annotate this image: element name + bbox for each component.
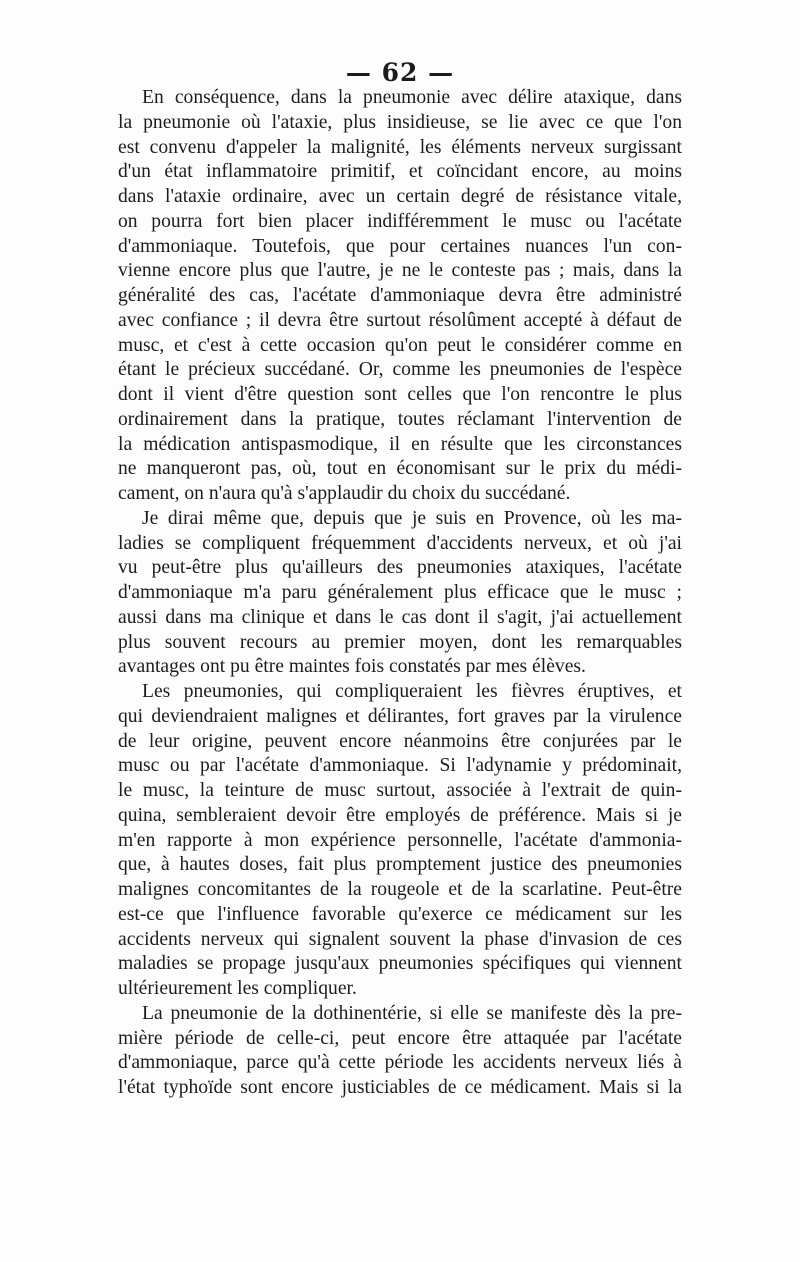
text-line: est-ce que l'influence favorable qu'exerce ce médicament sur les [118, 903, 682, 925]
text-line: musc ou par l'acétate d'ammoniaque. Si l'adynamie y prédominait, [118, 755, 682, 777]
paragraph [118, 1002, 682, 1101]
text-line: avantages ont pu être maintes fois constatés par mes élèves. [118, 656, 586, 678]
paragraph [118, 680, 682, 1002]
text-line: d'un état inflammatoire primitif, et coïncidant encore, au moins [118, 161, 682, 183]
text-line: musc, et c'est à cette occasion qu'on peut le considérer comme en [118, 334, 682, 356]
text-line: vienne encore plus que l'autre, je ne le conteste pas ; mais, dans la [118, 260, 682, 282]
text-line: dont il vient d'être question sont celles que l'on rencontre le plus [118, 384, 682, 405]
paragraph [118, 507, 682, 680]
text-line: on pourra fort bien placer indifféremment le musc ou l'acétate [118, 210, 682, 232]
text-line: généralité des cas, l'acétate d'ammoniaque devra être administré [118, 285, 682, 306]
text-line: qui deviendraient malignes et délirantes, fort graves par la virulence [118, 705, 682, 727]
text-line: étant le précieux succédané. Or, comme les pneumonies de l'espèce [118, 359, 682, 381]
text-line: d'ammoniaque, parce qu'à cette période les accidents nerveux liés à [118, 1052, 682, 1074]
text-line: m'en rapporte à mon expérience personnelle, l'acétate d'ammonia- [118, 829, 682, 851]
text-line: de leur origine, peuvent encore néanmoins être conjurées par le [118, 730, 682, 752]
text-line: d'ammoniaque m'a paru généralement plus efficace que le musc ; [118, 582, 682, 603]
page-number: — 62 — [345, 58, 455, 87]
text-line: ordinairement dans la pratique, toutes réclamant l'intervention de [118, 408, 682, 430]
text-line: ladies se compliquent fréquemment d'accidents nerveux, et où j'ai [118, 532, 682, 554]
text-line: ultérieurement les compliquer. [118, 978, 357, 999]
text-line: le musc, la teinture de musc surtout, associée à l'extrait de quin- [118, 780, 682, 801]
text-line: En conséquence, dans la pneumonie avec délire ataxique, dans [142, 87, 682, 108]
text-line: est convenu d'appeler la malignité, les éléments nerveux surgissant [118, 136, 682, 158]
text-line: plus souvent recours au premier moyen, dont les remarquables [118, 631, 682, 653]
text-line: mière période de celle-ci, peut encore être attaquée par l'acétate [118, 1027, 682, 1049]
text-line: quina, sembleraient devoir être employés de préférence. Mais si je [118, 804, 682, 826]
text-line: ne manqueront pas, où, tout en économisant sur le prix du médi- [118, 458, 682, 480]
text-line: La pneumonie de la dothinentérie, si elle se manifeste dès la pre- [142, 1002, 682, 1024]
text-line: la pneumonie où l'ataxie, plus insidieuse, se lie avec ce que l'on [118, 111, 682, 133]
text-line: la médication antispasmodique, il en résulte que les circonstances [118, 433, 682, 455]
text-line: Les pneumonies, qui compliqueraient les fièvres éruptives, et [142, 681, 682, 702]
text-line: avec confiance ; il devra être surtout résolûment accepté à défaut de [118, 309, 682, 331]
text-line: que, à hautes doses, fait plus promptement justice des pneumonies [118, 854, 682, 876]
text-line: l'état typhoïde sont encore justiciables de ce médicament. Mais si la [118, 1077, 682, 1098]
text-line: cament, on n'aura qu'à s'applaudir du choix du succédané. [118, 483, 571, 504]
text-line: dans l'ataxie ordinaire, avec un certain degré de résistance vitale, [118, 186, 682, 207]
text-line: d'ammoniaque. Toutefois, que pour certaines nuances l'un con- [118, 235, 682, 257]
text-line: vu peut-être plus qu'ailleurs des pneumonies ataxiques, l'acétate [118, 557, 682, 579]
text-line: Je dirai même que, depuis que je suis en Provence, où les ma- [142, 507, 682, 529]
text-line: maladies se propage jusqu'aux pneumonies spécifiques qui viennent [118, 953, 682, 975]
text-line: malignes concomitantes de la rougeole et de la scarlatine. Peut-être [118, 879, 682, 900]
text-line: accidents nerveux qui signalent souvent la phase d'invasion de ces [118, 928, 682, 950]
body-text [118, 86, 682, 1101]
paragraph [118, 86, 682, 507]
text-line: aussi dans ma clinique et dans le cas dont il s'agit, j'ai actuellement [118, 606, 682, 628]
